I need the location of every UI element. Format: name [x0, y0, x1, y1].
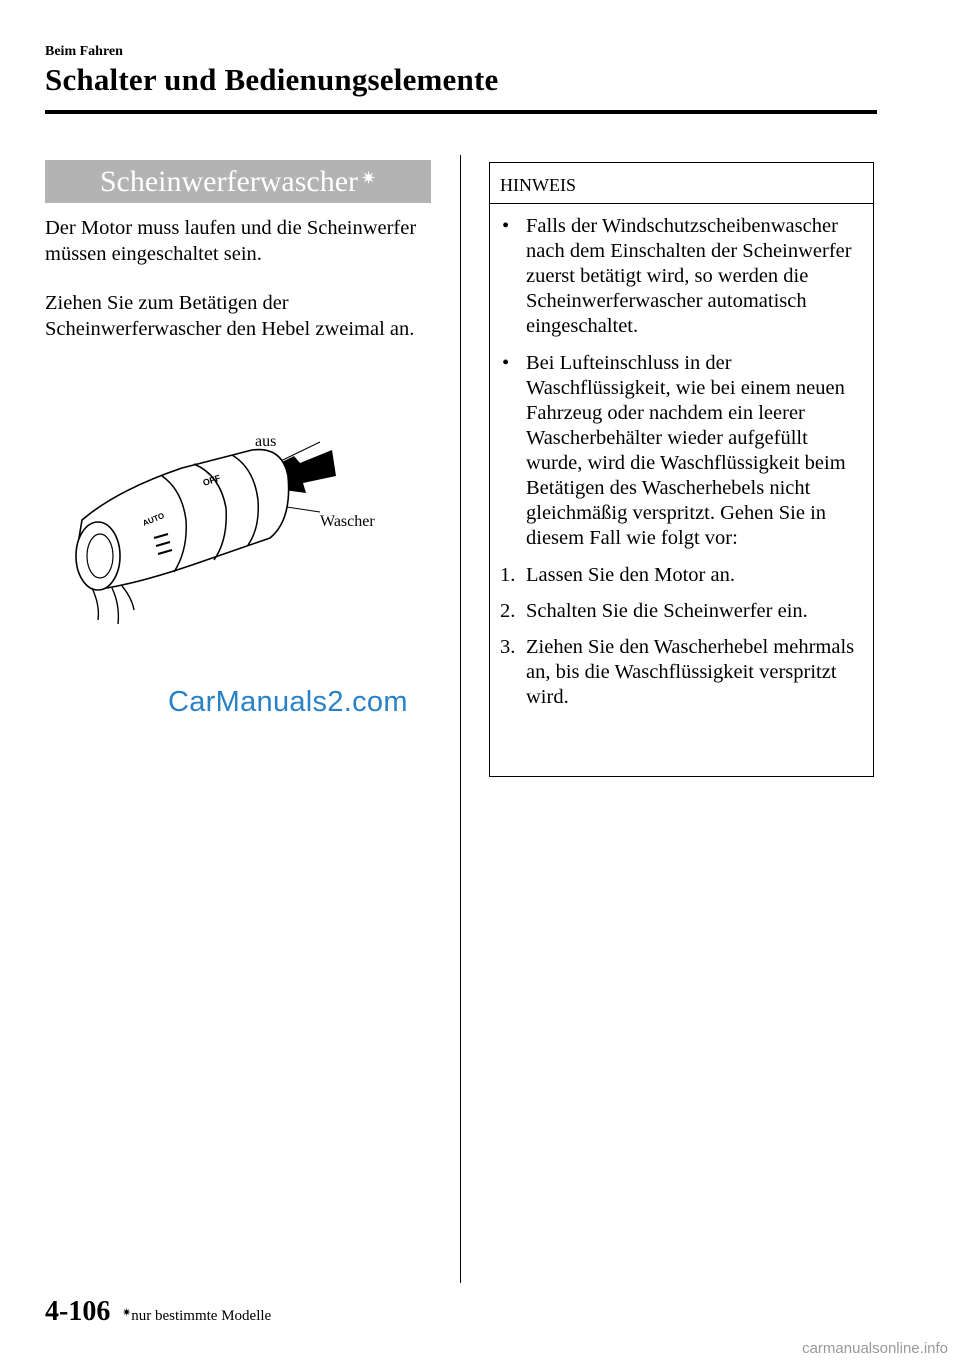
list-item [500, 635, 868, 710]
chapter-title: Schalter und Bedienungselemente [45, 62, 499, 97]
page-number: 4-106 [45, 1296, 111, 1327]
body-paragraph-1: Der Motor muss laufen und die Scheinwerfer müssen eingeschaltet sein. [45, 217, 417, 265]
section-banner [45, 160, 431, 203]
body-paragraph-2: Ziehen Sie zum Betätigen der Scheinwerferwascher den Hebel zweimal an. [45, 292, 415, 340]
hinweis-title: HINWEIS [500, 175, 576, 195]
lever-auto-mark: AUTO [141, 511, 166, 528]
stalk-line-3 [122, 586, 134, 610]
step-number: 3. [500, 636, 516, 658]
bullet-icon: • [502, 215, 510, 237]
stalk-line-1 [92, 588, 98, 620]
watermark-logo[interactable]: CarManuals2.com [168, 686, 408, 718]
star-icon: ✷ [361, 168, 377, 188]
star-icon: ✷ [122, 1307, 132, 1319]
column-divider [460, 155, 461, 1283]
list-item [500, 214, 868, 339]
bullet-text: Bei Lufteinschluss in der Waschflüssigkeit, wie bei einem neuen Fahrzeug oder nachdem ein leerer Wascherbehälter wieder aufgefüllt wurde, wird die Waschflüssigkeit beim Betätigen des Wascherhebels nicht gleichmäßig verspritzt. Gehen Sie in diesem Fall wie folgt vor: [526, 352, 846, 549]
label-off: aus [255, 433, 277, 450]
list-item [500, 351, 868, 551]
hinweis-body [500, 214, 868, 721]
bullet-icon: • [502, 352, 510, 374]
step-number: 1. [500, 564, 516, 586]
step-text: Ziehen Sie den Wascherhebel mehrmals an, bis die Waschflüssigkeit verspritzt wird. [526, 636, 855, 708]
footnote-text: nur bestimmte Modelle [131, 1308, 272, 1324]
step-number: 2. [500, 600, 516, 622]
hinweis-box [489, 162, 874, 777]
label-washer: Wascher [320, 513, 375, 530]
footnote [122, 1308, 271, 1325]
lever-off-mark: OFF [201, 472, 222, 488]
step-text: Lassen Sie den Motor an. [526, 564, 735, 586]
header-rule [45, 110, 877, 114]
site-watermark[interactable]: carmanualsonline.info [802, 1340, 948, 1357]
section-label: Beim Fahren [45, 44, 123, 59]
list-item [500, 599, 868, 624]
step-text: Schalten Sie die Scheinwerfer ein. [526, 600, 808, 622]
stalk-line-2 [112, 588, 118, 624]
list-item [500, 563, 868, 588]
bullet-text: Falls der Windschutzscheibenwascher nach dem Einschalten der Scheinwerfer zuerst betätigt wird, so werden die Scheinwerferwascher automatisch eingeschaltet. [526, 215, 852, 337]
hinweis-rule [490, 203, 873, 204]
lever-illustration [62, 420, 402, 630]
section-title: Scheinwerferwascher [99, 165, 359, 198]
